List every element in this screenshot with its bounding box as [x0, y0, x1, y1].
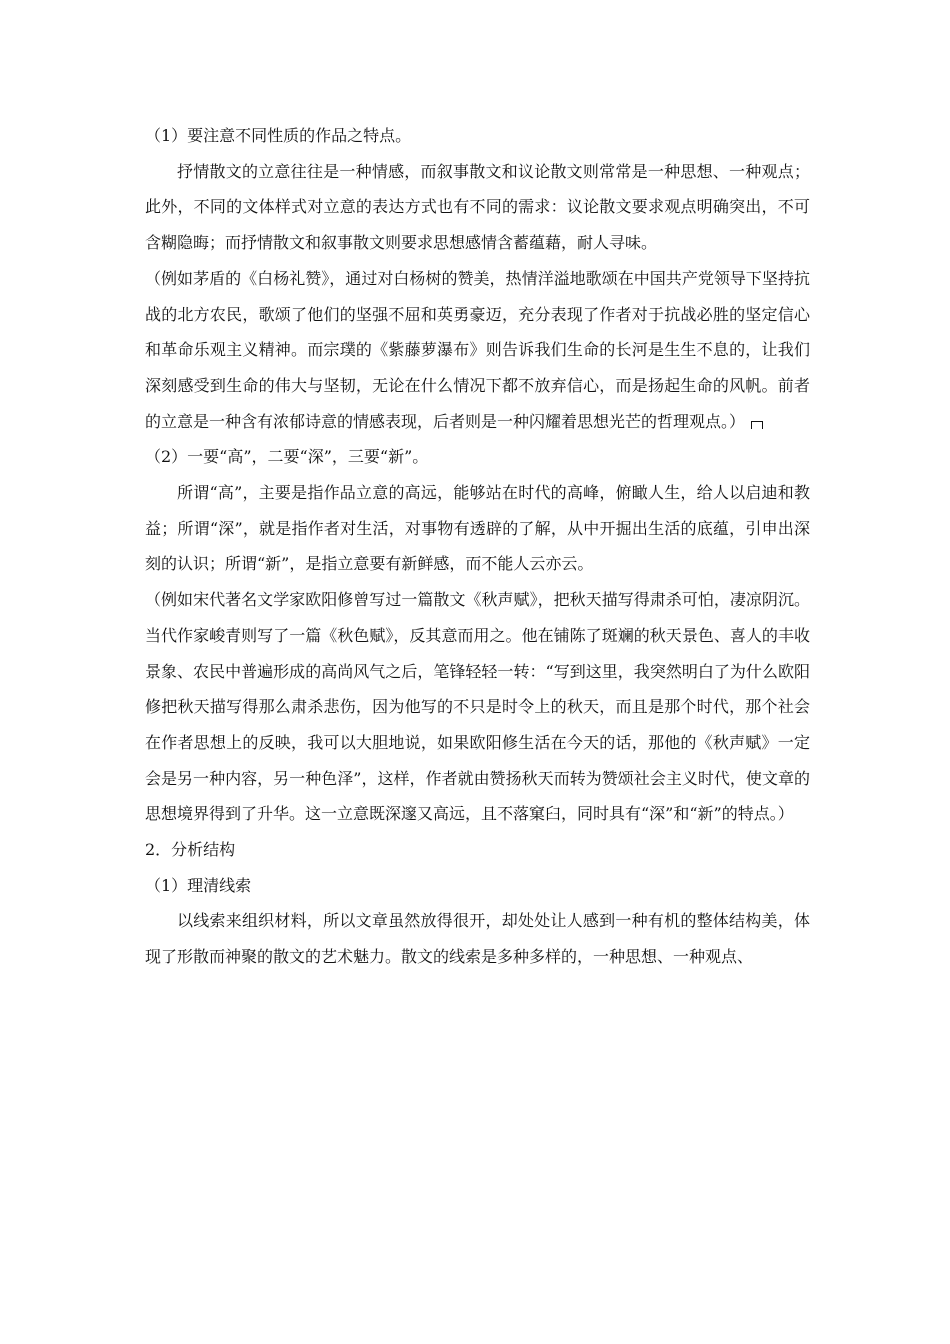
section-heading-2: （2）一要“高”，二要“深”，三要“新”。 [145, 447, 429, 467]
example-text-1: （例如茅盾的《白杨礼赞》，通过对白杨树的赞美，热情洋溢地歌颂在中国共产党领导下坚持抗战的北方农民，歌颂了他们的坚强不屈和英勇豪迈，充分表现了作者对于抗战必胜的坚定信心和革命乐观主义精神。而宗璞的《紫藤萝瀑布》则告诉我们生命的长河是生生不息的，让我们深刻感受到生命的伟大与坚韧，无论在什么情况下都不放弃信心，而是扬起生命的风帆。前者的立意是一种含有浓郁诗意的情感表现，后者则是一种闪耀着思想光芒的哲理观点。） [145, 268, 810, 431]
subsection-heading-clues: （1）理清线索 [145, 875, 252, 895]
document-page [145, 118, 810, 975]
paragraph-high-deep-new: 所谓“高”，主要是指作品立意的高远，能够站在时代的高峰，俯瞰人生，给人以启迪和教益；所谓“深”，就是指作者对生活，对事物有透辟的了解，从中开掘出生活的底蕴，引申出深刻的认识；所谓“新”，是指立意要有新鲜感，而不能人云亦云。 [145, 483, 810, 574]
example-paragraph-2: （例如宋代著名文学家欧阳修曾写过一篇散文《秋声赋》，把秋天描写得肃杀可怕，凄凉阴沉。当代作家峻青则写了一篇《秋色赋》，反其意而用之。他在铺陈了斑斓的秋天景色、喜人的丰收景象、农民中普遍形成的高尚风气之后，笔锋轻轻一转：“写到这里，我突然明白了为什么欧阳修把秋天描写得那么肃杀悲伤，因为他写的不只是时令上的秋天，而且是那个时代，那个社会在作者思想上的反映，我可以大胆地说，如果欧阳修生活在今天的话，那他的《秋声赋》一定会是另一种内容，另一种色泽”，这样，作者就由赞扬秋天而转为赞颂社会主义时代，使文章的思想境界得到了升华。这一立意既深邃又高远，且不落窠臼，同时具有“深”和“新”的特点。） [145, 590, 810, 824]
section-heading-1: （1）要注意不同性质的作品之特点。 [145, 126, 412, 145]
chapter-heading-2: 2．分析结构 [145, 840, 236, 860]
bracket-mark-icon [751, 421, 763, 429]
paragraph-clues: 以线索来组织材料，所以文章虽然放得很开，却处处让人感到一种有机的整体结构美，体现了形散而神聚的散文的艺术魅力。散文的线索是多种多样的，一种思想、一种观点、 [145, 911, 810, 967]
example-paragraph-1 [145, 261, 810, 440]
paragraph-lyric-essay: 抒情散文的立意往往是一种情感，而叙事散文和议论散文则常常是一种思想、一种观点；此外，不同的文体样式对立意的表达方式也有不同的需求：议论散文要求观点明确突出，不可含糊隐晦；而抒情散文和叙事散文则要求思想感情含蓄蕴藉，耐人寻味。 [145, 161, 810, 253]
